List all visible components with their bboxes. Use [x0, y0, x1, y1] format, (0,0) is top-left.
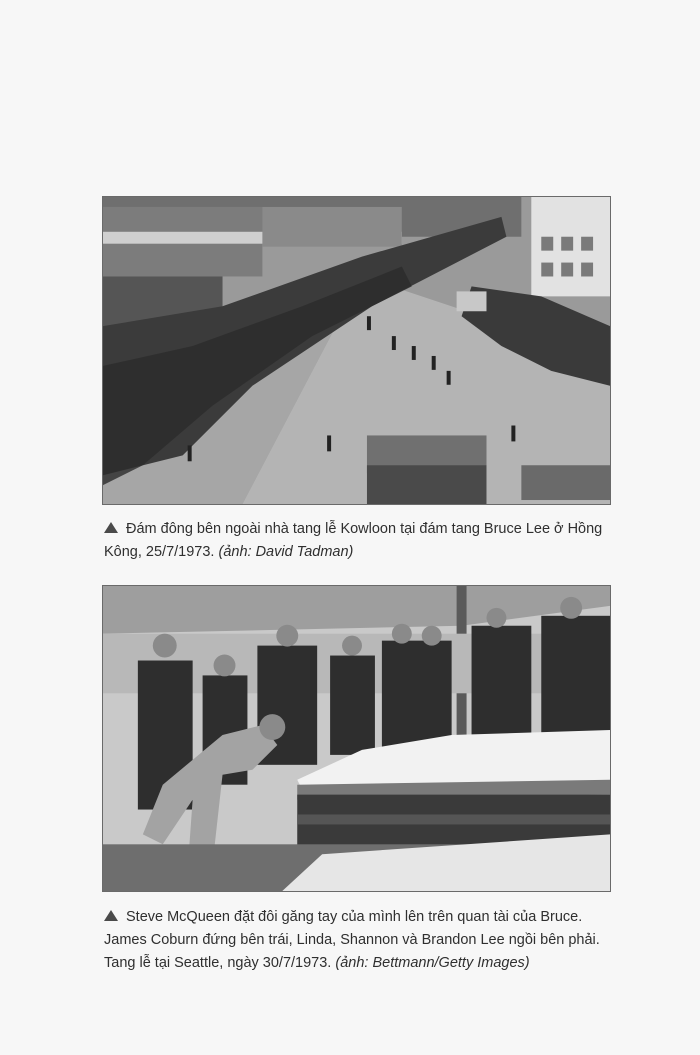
figure-caption [104, 906, 614, 975]
figure-caption [104, 518, 614, 564]
kowloon-funeral-crowd-photo [102, 196, 611, 505]
kowloon-funeral-crowd-image [103, 197, 610, 504]
triangle-up-icon [104, 910, 118, 921]
caption-text: Đám đông bên ngoài nhà tang lễ Kowloon tại đám tang Bruce Lee ở Hồng Kông, 25/7/1973. [104, 521, 603, 560]
caption-text: Steve McQueen đặt đôi găng tay của mình lên trên quan tài của Bruce. James Coburn đứng bên trái, Linda, Shannon và Brandon Lee ngồi bên phải. Tang lễ tại Seattle, ngày 30/7/1973. [104, 909, 600, 971]
seattle-funeral-image [103, 586, 610, 891]
seattle-funeral-photo [102, 585, 611, 892]
triangle-up-icon [104, 522, 118, 533]
photo-credit: (ảnh: David Tadman) [218, 544, 354, 560]
photo-credit: (ảnh: Bettmann/Getty Images) [335, 955, 530, 971]
